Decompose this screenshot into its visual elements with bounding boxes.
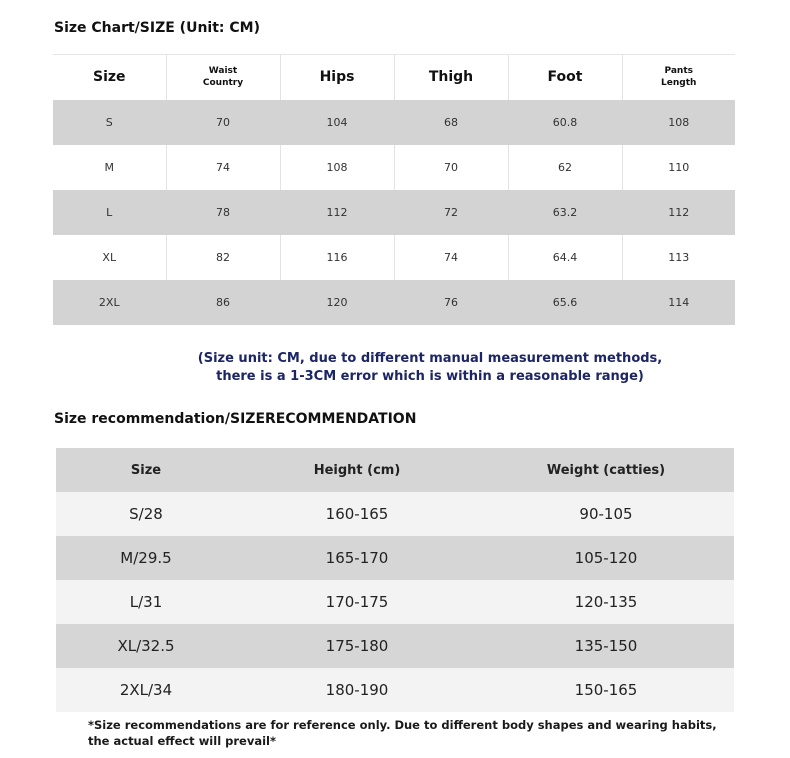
table-row bbox=[53, 280, 735, 325]
table-row bbox=[53, 145, 735, 190]
header-hips: Hips bbox=[280, 55, 394, 100]
cell-hips: 112 bbox=[280, 190, 394, 235]
cell-thigh: 68 bbox=[394, 100, 508, 145]
cell-thigh: 76 bbox=[394, 280, 508, 325]
recommendation-table bbox=[56, 448, 734, 712]
cell-waist: 82 bbox=[166, 235, 280, 280]
cell-hips: 108 bbox=[280, 145, 394, 190]
cell-rec-weight: 105-120 bbox=[478, 536, 734, 580]
header-rec-weight: Weight (catties) bbox=[478, 448, 734, 492]
cell-size: XL bbox=[53, 235, 166, 280]
header-thigh: Thigh bbox=[394, 55, 508, 100]
cell-rec-height: 170-175 bbox=[236, 580, 478, 624]
cell-rec-height: 180-190 bbox=[236, 668, 478, 712]
cell-thigh: 70 bbox=[394, 145, 508, 190]
header-rec-height: Height (cm) bbox=[236, 448, 478, 492]
cell-thigh: 72 bbox=[394, 190, 508, 235]
cell-rec-weight: 90-105 bbox=[478, 492, 734, 536]
header-rec-size: Size bbox=[56, 448, 236, 492]
size-footnote-line1: *Size recommendations are for reference only. Due to different body shapes and wearing habits, bbox=[88, 718, 717, 732]
table-row bbox=[53, 100, 735, 145]
cell-rec-height: 165-170 bbox=[236, 536, 478, 580]
cell-length: 113 bbox=[622, 235, 735, 280]
cell-rec-size: S/28 bbox=[56, 492, 236, 536]
cell-size: L bbox=[53, 190, 166, 235]
cell-rec-size: L/31 bbox=[56, 580, 236, 624]
header-foot: Foot bbox=[508, 55, 622, 100]
cell-rec-size: 2XL/34 bbox=[56, 668, 236, 712]
cell-foot: 63.2 bbox=[508, 190, 622, 235]
header-waist-line2: Country bbox=[202, 78, 244, 89]
table-row bbox=[56, 580, 734, 624]
cell-rec-weight: 135-150 bbox=[478, 624, 734, 668]
header-length-line2: Length bbox=[661, 78, 697, 89]
header-size: Size bbox=[53, 55, 166, 100]
size-chart-table bbox=[53, 54, 735, 325]
cell-foot: 65.6 bbox=[508, 280, 622, 325]
cell-rec-weight: 150-165 bbox=[478, 668, 734, 712]
recommendation-title: Size recommendation/SIZERECOMMENDATION bbox=[54, 411, 417, 427]
cell-hips: 116 bbox=[280, 235, 394, 280]
cell-foot: 60.8 bbox=[508, 100, 622, 145]
cell-waist: 78 bbox=[166, 190, 280, 235]
header-waist bbox=[166, 55, 280, 100]
cell-thigh: 74 bbox=[394, 235, 508, 280]
measurement-note bbox=[180, 350, 680, 386]
recommendation-header-row bbox=[56, 448, 734, 492]
cell-waist: 70 bbox=[166, 100, 280, 145]
header-pants-length bbox=[622, 55, 735, 100]
measurement-note-line2: there is a 1-3CM error which is within a reasonable range) bbox=[216, 369, 644, 384]
cell-size: 2XL bbox=[53, 280, 166, 325]
cell-rec-size: XL/32.5 bbox=[56, 624, 236, 668]
size-chart-title: Size Chart/SIZE (Unit: CM) bbox=[54, 20, 260, 36]
size-footnote bbox=[88, 717, 768, 749]
cell-length: 114 bbox=[622, 280, 735, 325]
cell-rec-size: M/29.5 bbox=[56, 536, 236, 580]
size-chart-header-row bbox=[53, 55, 735, 100]
cell-rec-height: 160-165 bbox=[236, 492, 478, 536]
cell-length: 112 bbox=[622, 190, 735, 235]
cell-hips: 120 bbox=[280, 280, 394, 325]
cell-length: 110 bbox=[622, 145, 735, 190]
header-length-line1: Pants bbox=[664, 66, 693, 77]
cell-foot: 64.4 bbox=[508, 235, 622, 280]
cell-rec-height: 175-180 bbox=[236, 624, 478, 668]
measurement-note-line1: (Size unit: CM, due to different manual measurement methods, bbox=[197, 351, 663, 366]
table-row bbox=[56, 668, 734, 712]
cell-waist: 74 bbox=[166, 145, 280, 190]
cell-waist: 86 bbox=[166, 280, 280, 325]
cell-size: M bbox=[53, 145, 166, 190]
table-row bbox=[56, 492, 734, 536]
size-footnote-line2: the actual effect will prevail* bbox=[88, 734, 276, 748]
table-row bbox=[56, 536, 734, 580]
cell-rec-weight: 120-135 bbox=[478, 580, 734, 624]
table-row bbox=[53, 235, 735, 280]
cell-size: S bbox=[53, 100, 166, 145]
cell-foot: 62 bbox=[508, 145, 622, 190]
cell-length: 108 bbox=[622, 100, 735, 145]
cell-hips: 104 bbox=[280, 100, 394, 145]
table-row bbox=[56, 624, 734, 668]
table-row bbox=[53, 190, 735, 235]
header-waist-line1: Waist bbox=[208, 66, 238, 77]
